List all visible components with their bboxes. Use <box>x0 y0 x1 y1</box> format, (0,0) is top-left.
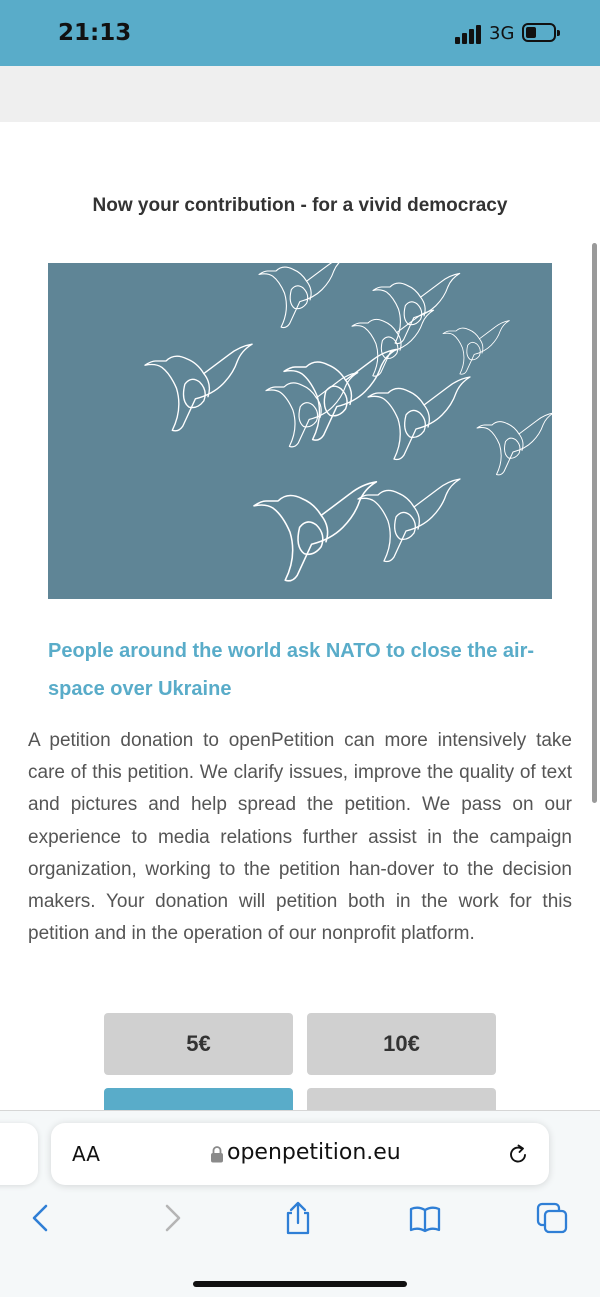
signal-strength-icon <box>455 24 483 44</box>
amount-button-10[interactable]: 10€ <box>307 1013 496 1075</box>
browser-toolbar <box>0 1110 600 1297</box>
petition-description: A petition donation to openPetition can more intensively take care of this petition. We clarify issues, improve the quality of text and pictures and help spread the petition. We pass on our experience to media relations further assist in the campaign organization, working to the petition han-dover to the decision makers. Your donation will petition both in the work for this petition and in the operation of our nonprofit platform. <box>28 730 572 945</box>
lock-icon <box>210 1145 224 1163</box>
page-scrollbar[interactable] <box>592 243 597 803</box>
bookmarks-icon[interactable] <box>408 1201 442 1235</box>
back-icon[interactable] <box>24 1201 58 1235</box>
home-indicator[interactable] <box>193 1281 407 1287</box>
status-time: 21:13 <box>58 20 132 46</box>
status-bar <box>0 0 600 66</box>
share-icon[interactable] <box>281 1201 315 1235</box>
text-size-label: AA <box>72 1142 100 1166</box>
page-top-band <box>0 66 600 122</box>
web-content[interactable] <box>0 122 600 1112</box>
page-heading: Now your contribution - for a vivid democracy <box>92 195 508 216</box>
amount-button-5[interactable]: 5€ <box>104 1013 293 1075</box>
address-bar[interactable] <box>51 1123 549 1185</box>
tabs-icon[interactable] <box>535 1201 569 1235</box>
text-size-button[interactable] <box>72 1142 100 1166</box>
reload-icon[interactable] <box>506 1142 530 1166</box>
network-type: 3G <box>489 23 515 44</box>
forward-icon[interactable] <box>155 1201 189 1235</box>
url-text[interactable]: openpetition.eu <box>227 1140 401 1165</box>
doves-illustration <box>48 263 552 599</box>
battery-icon <box>522 23 556 42</box>
previous-tab[interactable] <box>0 1123 38 1185</box>
petition-image <box>48 263 552 599</box>
petition-title[interactable]: People around the world ask NATO to close the air-space over Ukraine <box>48 640 535 700</box>
